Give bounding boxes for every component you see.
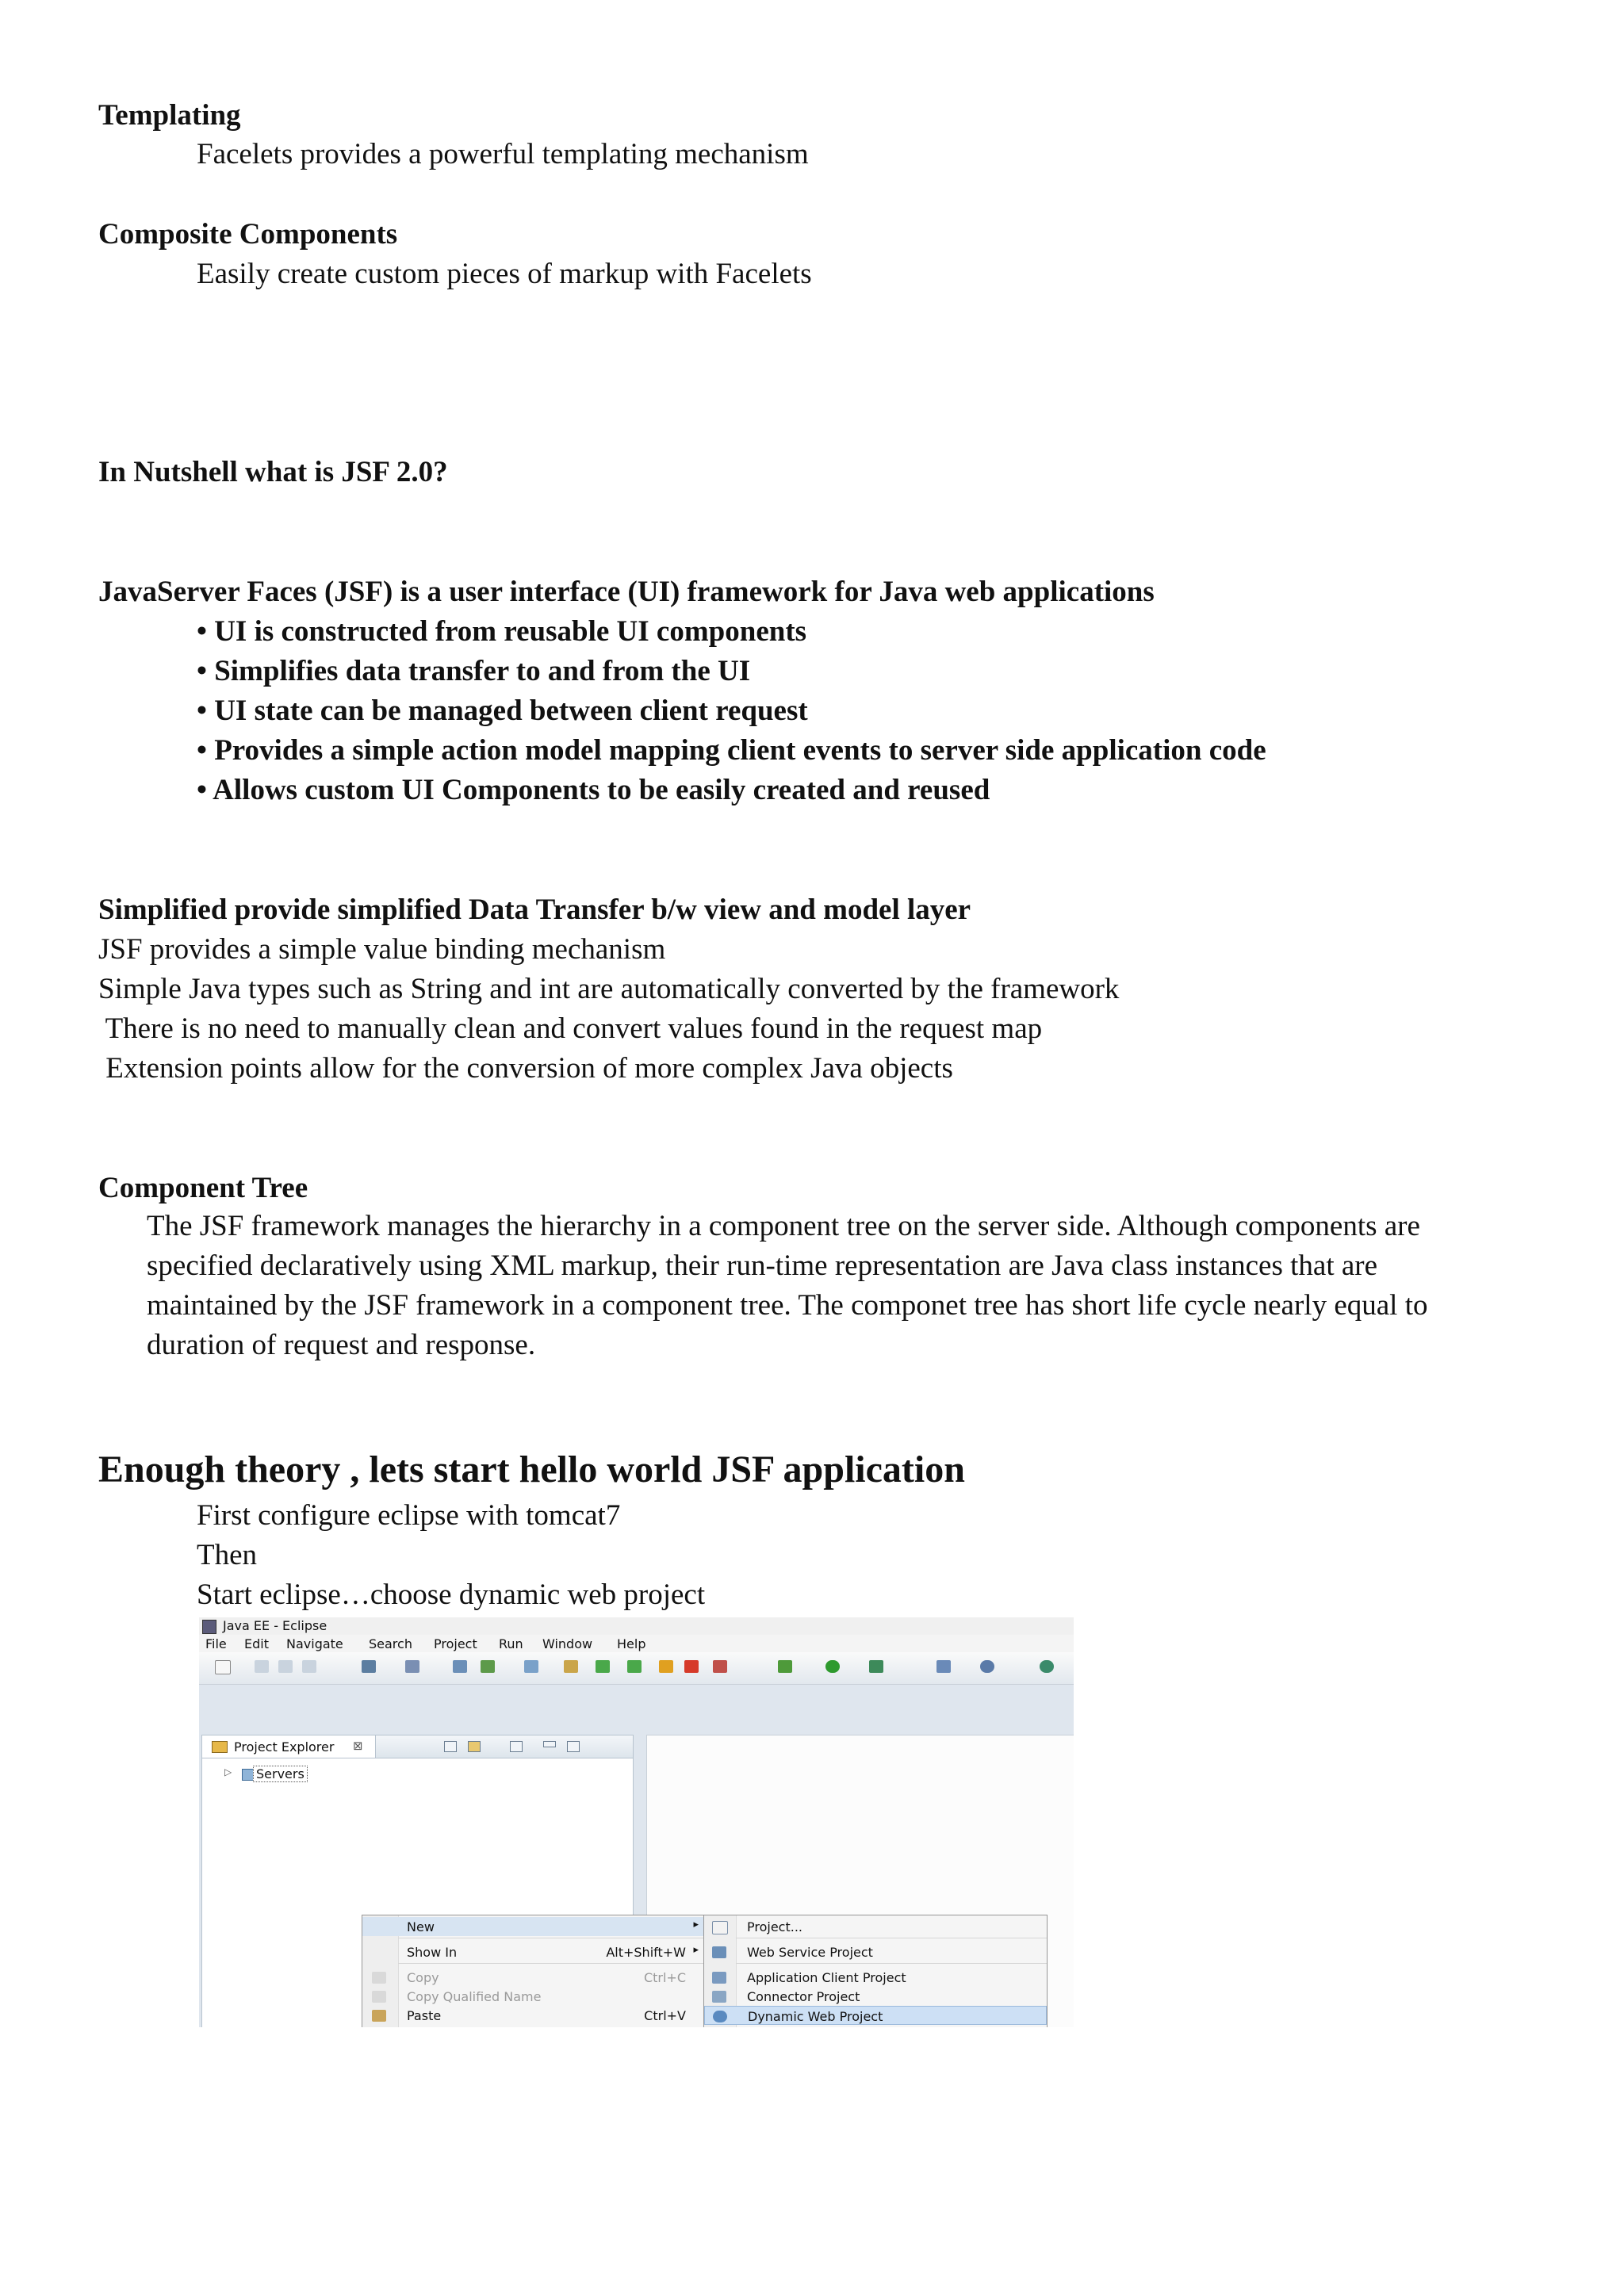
- stop-icon[interactable]: [684, 1660, 699, 1673]
- copy-icon: [372, 1972, 386, 1984]
- submenu-application-client-project-label: Application Client Project: [747, 1970, 906, 1985]
- external-tools-icon[interactable]: [869, 1660, 883, 1673]
- submenu-connector-project[interactable]: [704, 1987, 1047, 2006]
- search-icon[interactable]: [980, 1660, 994, 1673]
- menu-project[interactable]: Project: [434, 1636, 477, 1651]
- perspective-icon[interactable]: [362, 1660, 376, 1673]
- disconnect-icon[interactable]: [713, 1660, 727, 1673]
- context-menu-show-in-label: Show In: [407, 1945, 458, 1960]
- submenu-application-client-project[interactable]: [704, 1968, 1047, 1987]
- maximize-icon[interactable]: [567, 1741, 580, 1752]
- menu-search[interactable]: Search: [369, 1636, 412, 1651]
- jsf-bullet: • Allows custom UI Components to be easily created and reused: [197, 774, 990, 806]
- context-menu-copy-shortcut: Ctrl+C: [643, 1970, 686, 1985]
- context-menu: [362, 1915, 704, 2027]
- copy-qualified-name-icon: [372, 1991, 386, 2003]
- submenu-arrow-icon: ▸: [693, 1919, 699, 1931]
- new-submenu: [703, 1915, 1048, 2027]
- hello-world-step: Start eclipse…choose dynamic web project: [197, 1578, 706, 1611]
- context-menu-paste[interactable]: [362, 2006, 703, 2025]
- debug-server-icon[interactable]: [627, 1660, 642, 1673]
- context-menu-copy-qualified-name-label: Copy Qualified Name: [407, 1989, 542, 2004]
- project-explorer-tab[interactable]: [202, 1735, 376, 1758]
- save-all-icon[interactable]: [278, 1660, 293, 1673]
- publish-icon[interactable]: [564, 1660, 578, 1673]
- link-with-editor-icon[interactable]: [468, 1741, 481, 1752]
- server-icon[interactable]: [524, 1660, 538, 1673]
- jsf-intro-heading: JavaServer Faces (JSF) is a user interface (UI) framework for Java web applications: [98, 576, 1155, 608]
- templating-heading: Templating: [98, 99, 241, 132]
- jsf-bullet: • Simplifies data transfer to and from the UI: [197, 655, 751, 687]
- composite-heading: Composite Components: [98, 218, 398, 251]
- menu-edit[interactable]: Edit: [244, 1636, 269, 1651]
- run-icon[interactable]: [825, 1660, 840, 1673]
- context-menu-show-in[interactable]: [362, 1942, 703, 1961]
- context-menu-paste-label: Paste: [407, 2008, 442, 2023]
- hello-world-heading: Enough theory , lets start hello world JSF application: [98, 1448, 965, 1490]
- data-transfer-line: There is no need to manually clean and convert values found in the request map: [98, 1012, 1043, 1045]
- nutshell-heading: In Nutshell what is JSF 2.0?: [98, 456, 448, 488]
- minimize-icon[interactable]: [543, 1741, 556, 1747]
- menu-separator: [398, 1963, 703, 1964]
- submenu-web-service-project[interactable]: [704, 1942, 1047, 1961]
- context-menu-copy-qualified-name[interactable]: [362, 1987, 703, 2006]
- view-menu-icon[interactable]: [510, 1741, 523, 1752]
- print-icon[interactable]: [302, 1660, 316, 1673]
- data-transfer-line: Extension points allow for the conversion of more complex Java objects: [98, 1052, 953, 1085]
- new-java-class-icon[interactable]: [936, 1660, 951, 1673]
- folder-icon: [212, 1741, 228, 1753]
- composite-text: Easily create custom pieces of markup with Facelets: [197, 258, 812, 290]
- submenu-project[interactable]: [704, 1917, 1047, 1936]
- eclipse-title-bar: [199, 1617, 1074, 1635]
- jsf-bullet: • UI state can be managed between client request: [197, 695, 808, 727]
- eclipse-app-icon: [202, 1620, 216, 1634]
- menu-navigate[interactable]: Navigate: [286, 1636, 343, 1651]
- menu-window[interactable]: Window: [542, 1636, 593, 1651]
- eclipse-screenshot: [199, 1617, 1074, 2027]
- submenu-dynamic-web-project-label: Dynamic Web Project: [748, 2009, 883, 2024]
- open-perspective-icon[interactable]: [1040, 1660, 1054, 1673]
- connector-project-icon: [712, 1991, 726, 2003]
- build-icon[interactable]: [453, 1660, 467, 1673]
- submenu-dynamic-web-project[interactable]: [704, 2006, 1047, 2025]
- context-menu-new-label: New: [407, 1919, 435, 1934]
- application-client-project-icon: [712, 1972, 726, 1984]
- data-transfer-heading: Simplified provide simplified Data Transfer b/w view and model layer: [98, 894, 971, 926]
- debug-icon[interactable]: [778, 1660, 792, 1673]
- eclipse-toolbar: [199, 1652, 1074, 1685]
- web-service-project-icon: [712, 1946, 726, 1958]
- project-explorer-header: [202, 1735, 633, 1758]
- submenu-web-service-project-label: Web Service Project: [747, 1945, 873, 1960]
- link-icon[interactable]: [405, 1660, 419, 1673]
- submenu-project-label: Project...: [747, 1919, 802, 1934]
- expand-arrow-icon[interactable]: ▷: [224, 1766, 232, 1777]
- menu-separator: [736, 1963, 1047, 1964]
- jsf-bullet: • Provides a simple action model mapping client events to server side application code: [197, 734, 1266, 767]
- context-menu-show-in-shortcut: Alt+Shift+W: [606, 1945, 686, 1960]
- submenu-arrow-icon: ▸: [693, 1944, 699, 1956]
- menu-help[interactable]: Help: [617, 1636, 646, 1651]
- start-server-icon[interactable]: [596, 1660, 610, 1673]
- eclipse-window-title: Java EE - Eclipse: [223, 1618, 327, 1633]
- save-icon[interactable]: [255, 1660, 269, 1673]
- data-transfer-line: JSF provides a simple value binding mechanism: [98, 933, 666, 966]
- component-tree-text: The JSF framework manages the hierarchy in a component tree on the server side. Although components are specified declaratively using XML markup, their run-time representation are Java class instances that are maintained by the JSF framework in a component tree. The componet tree has short life cycle nearly equal to duration of request and response.: [147, 1210, 1428, 1361]
- project-explorer-tab-label: Project Explorer: [234, 1739, 335, 1755]
- context-menu-copy[interactable]: [362, 1968, 703, 1987]
- data-transfer-line: Simple Java types such as String and int are automatically converted by the framework: [98, 973, 1120, 1005]
- context-menu-new[interactable]: [362, 1917, 703, 1936]
- templating-text: Facelets provides a powerful templating mechanism: [197, 138, 809, 170]
- paste-icon: [372, 2010, 386, 2022]
- suspend-icon[interactable]: [659, 1660, 673, 1673]
- servers-label: Servers: [253, 1766, 308, 1782]
- wizard-icon[interactable]: [481, 1660, 495, 1673]
- context-menu-copy-label: Copy: [407, 1970, 439, 1985]
- context-menu-paste-shortcut: Ctrl+V: [644, 2008, 686, 2023]
- component-tree-heading: Component Tree: [98, 1172, 308, 1204]
- servers-tree-item[interactable]: [224, 1765, 304, 1782]
- jsf-bullet: • UI is constructed from reusable UI components: [197, 615, 807, 648]
- dynamic-web-project-icon: [713, 2011, 727, 2022]
- collapse-all-icon[interactable]: [444, 1741, 457, 1752]
- menu-file[interactable]: File: [205, 1636, 227, 1651]
- hello-world-step: Then: [197, 1539, 258, 1571]
- menu-run[interactable]: Run: [499, 1636, 523, 1651]
- submenu-connector-project-label: Connector Project: [747, 1989, 860, 2004]
- close-icon[interactable]: ⊠: [353, 1739, 363, 1753]
- hello-world-step: First configure eclipse with tomcat7: [197, 1499, 621, 1532]
- new-icon[interactable]: [215, 1660, 231, 1674]
- eclipse-menu-bar: [199, 1635, 1074, 1652]
- new-project-icon: [712, 1921, 728, 1934]
